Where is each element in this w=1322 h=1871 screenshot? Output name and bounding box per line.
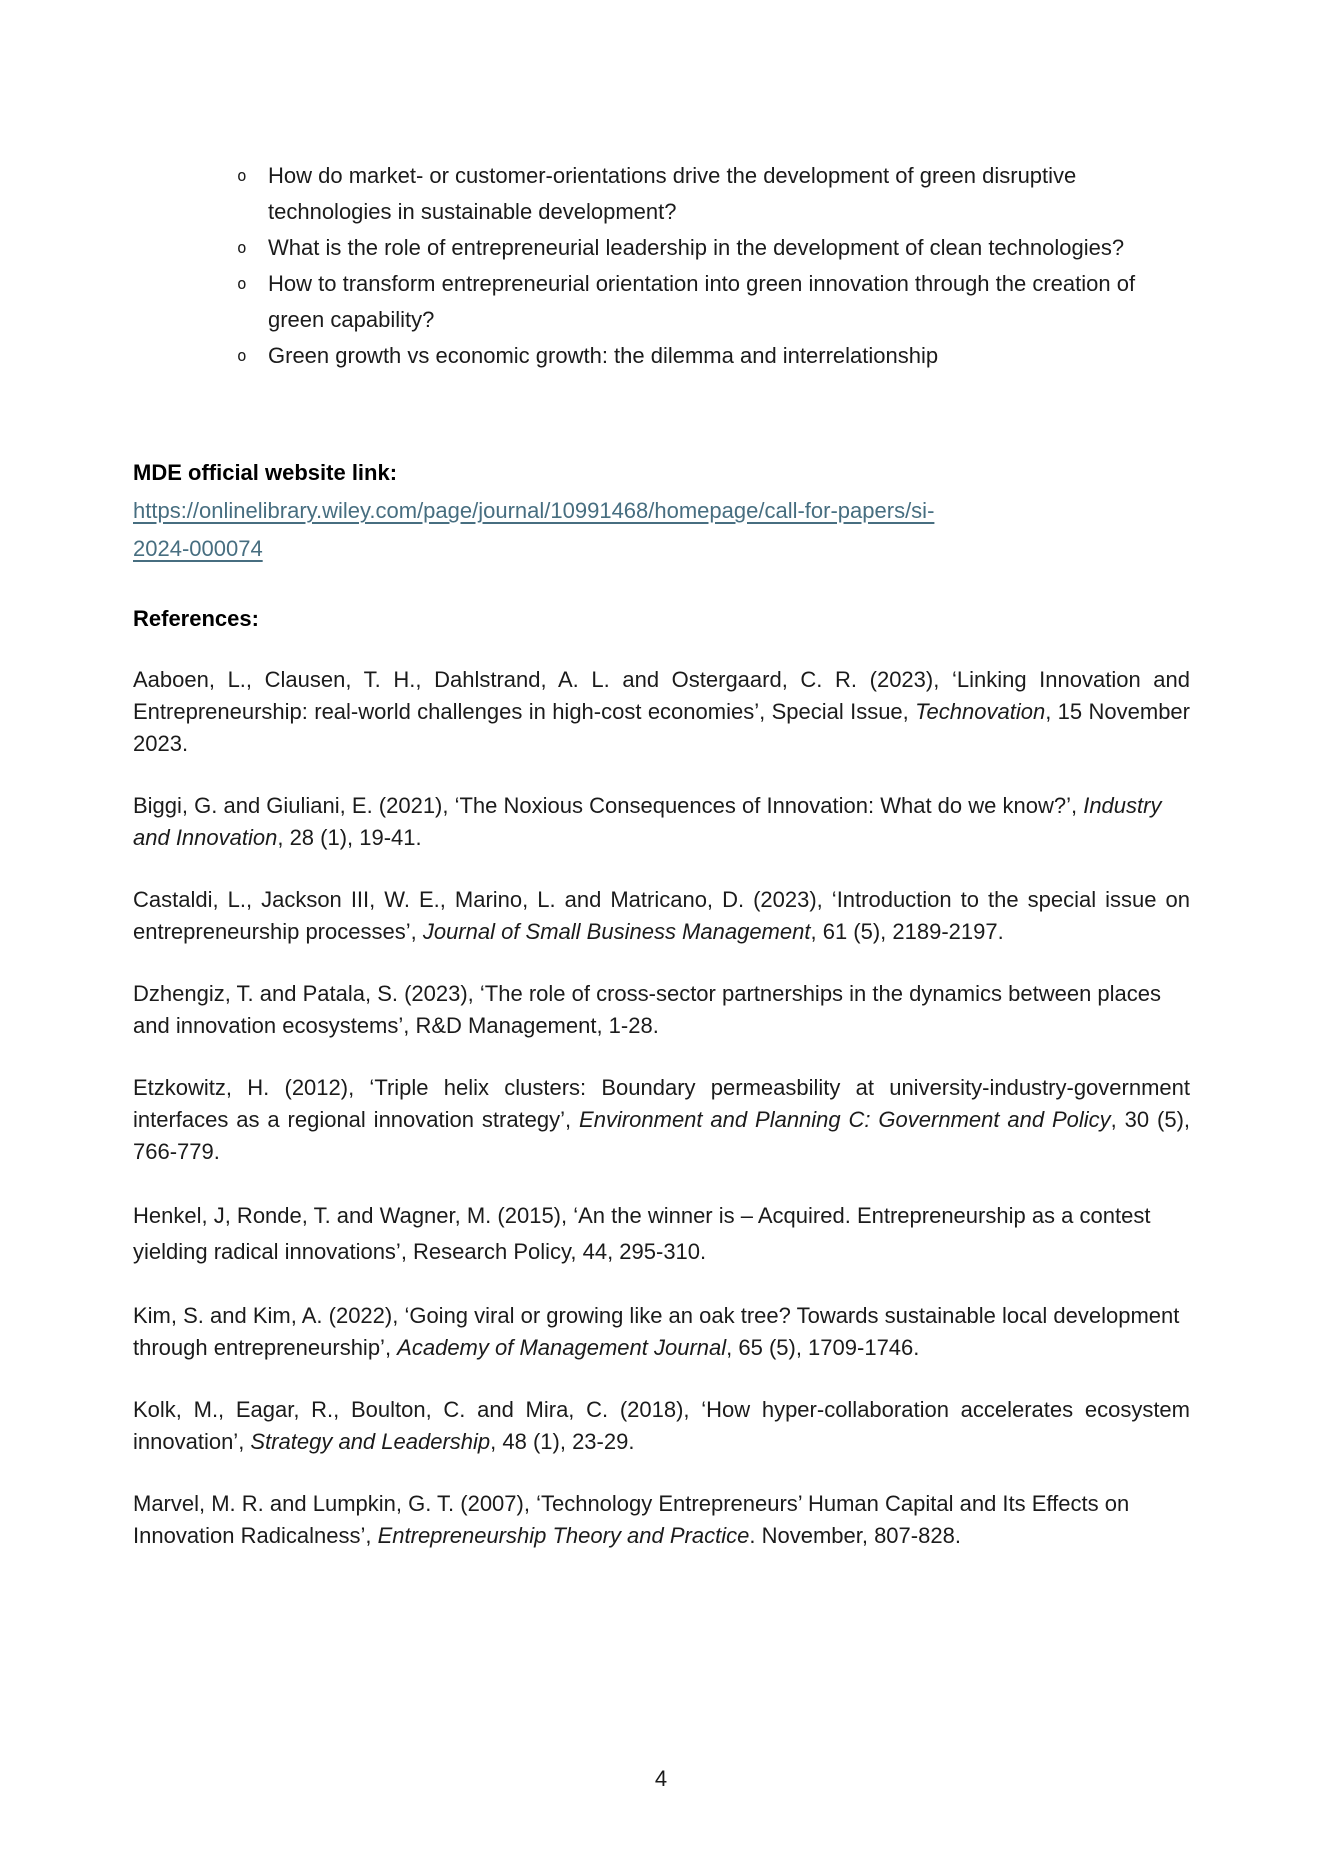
reference-text: Dzhengiz, T. and Patala, S. (2023), ‘The role of cross-sector partnerships in the dynamics between places and innovation ecosystems’, R&D Management, 1-28. bbox=[133, 981, 1162, 1038]
reference-item bbox=[133, 664, 1190, 760]
reference-text: Aaboen, L., Clausen, T. H., Dahlstrand, A. L. and Ostergaard, C. R. (2023), ‘Linking Innovation and Entrepreneurship: real-world challenges in high-cost economies’, Special Issue, bbox=[133, 667, 1190, 724]
page-number: 4 bbox=[654, 1766, 668, 1791]
bullet-item bbox=[237, 158, 1188, 230]
reference-journal-italic: Technovation bbox=[915, 699, 1046, 724]
reference-item bbox=[133, 790, 1190, 854]
reference-journal-italic: Entrepreneurship Theory and Practice bbox=[377, 1523, 750, 1548]
bullet-marker-icon: o bbox=[237, 238, 247, 257]
bullet-item bbox=[237, 266, 1188, 338]
reference-text: , 65 (5), 1709-1746. bbox=[726, 1335, 920, 1360]
reference-text: Biggi, G. and Giuliani, E. (2021), ‘The Noxious Consequences of Innovation: What do we know?’, bbox=[133, 793, 1084, 818]
reference-text: , 28 (1), 19-41. bbox=[277, 825, 422, 850]
reference-text: Kolk, M., Eagar, R., Boulton, C. and Mira, C. (2018), ‘How hyper-collaboration accelerates ecosystem innovation’, bbox=[133, 1397, 1190, 1454]
reference-journal-italic: Academy of Management Journal bbox=[397, 1335, 727, 1360]
reference-journal-italic: Environment and Planning C: Government and Policy bbox=[579, 1107, 1111, 1132]
reference-text: , 15 November 2023. bbox=[133, 699, 1190, 756]
reference-text: Kim, S. and Kim, A. (2022), ‘Going viral or growing like an oak tree? Towards sustainable local development through entrepreneurship’, bbox=[133, 1303, 1180, 1360]
reference-item bbox=[133, 1300, 1190, 1364]
reference-text: Castaldi, L., Jackson III, W. E., Marino, L. and Matricano, D. (2023), ‘Introduction to the special issue on entrepreneurship processes’, bbox=[133, 887, 1190, 944]
reference-item bbox=[133, 1488, 1190, 1552]
bullet-marker-icon: o bbox=[237, 346, 247, 365]
reference-text: , 48 (1), 23-29. bbox=[490, 1429, 635, 1454]
reference-item bbox=[133, 1072, 1190, 1168]
bullet-item-text: Green growth vs economic growth: the dilemma and interrelationship bbox=[268, 343, 939, 368]
reference-item bbox=[133, 884, 1190, 948]
reference-text: , 61 (5), 2189-2197. bbox=[810, 919, 1004, 944]
bullet-item-text: How to transform entrepreneurial orientation into green innovation through the creation of green capability? bbox=[268, 271, 1136, 332]
reference-item bbox=[133, 1198, 1190, 1270]
bullet-item bbox=[237, 338, 1188, 374]
reference-text: Marvel, M. R. and Lumpkin, G. T. (2007), ‘Technology Entrepreneurs’ Human Capital and Its Effects on Innovation Radicalness’, bbox=[133, 1491, 1130, 1548]
reference-journal-italic: Journal of Small Business Management bbox=[422, 919, 811, 944]
reference-journal-italic: Strategy and Leadership bbox=[250, 1429, 491, 1454]
website-link[interactable] bbox=[133, 492, 934, 568]
bullet-marker-icon: o bbox=[237, 166, 247, 185]
reference-item bbox=[133, 978, 1190, 1042]
website-link-line-2[interactable]: 2024-000074 bbox=[133, 536, 263, 561]
bullet-item-text: How do market- or customer-orientations drive the development of green disruptive technologies in sustainable development? bbox=[268, 163, 1077, 224]
reference-text: Etzkowitz, H. (2012), ‘Triple helix clusters: Boundary permeasbility at university-industry-government interfaces as a regional innovation strategy’, bbox=[133, 1075, 1190, 1132]
website-link-heading: MDE official website link: bbox=[133, 460, 398, 485]
bullet-item bbox=[237, 230, 1188, 266]
bullet-marker-icon: o bbox=[237, 274, 247, 293]
website-link-line-1[interactable]: https://onlinelibrary.wiley.com/page/journal/10991468/homepage/call-for-papers/si- bbox=[133, 498, 935, 523]
bullet-list bbox=[237, 158, 1188, 374]
reference-text: , 30 (5), 766-779. bbox=[133, 1107, 1191, 1164]
reference-text: . November, 807-828. bbox=[749, 1523, 961, 1548]
reference-item bbox=[133, 1394, 1190, 1458]
bullet-item-text: What is the role of entrepreneurial leadership in the development of clean technologies? bbox=[268, 235, 1125, 260]
reference-text: Henkel, J, Ronde, T. and Wagner, M. (2015), ‘An the winner is – Acquired. Entrepreneurship as a contest yielding radical innovations’, Research Policy, 44, 295-310. bbox=[133, 1203, 1151, 1264]
references-heading: References: bbox=[133, 606, 259, 631]
reference-journal-italic: Industry and Innovation bbox=[133, 793, 1162, 850]
